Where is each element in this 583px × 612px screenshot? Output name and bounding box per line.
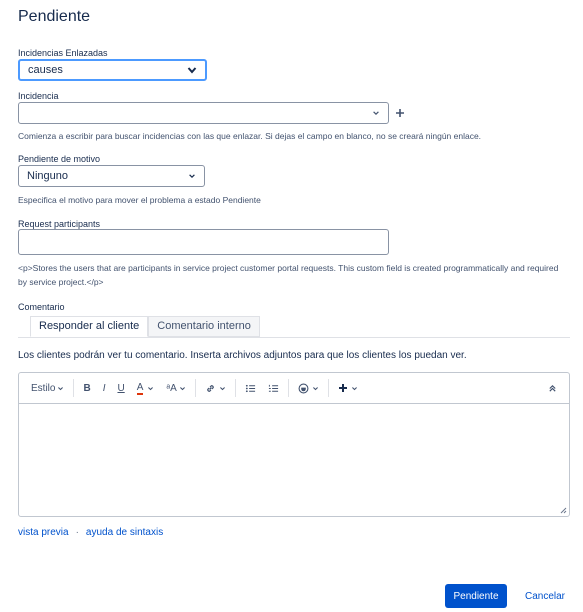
toolbar-separator — [195, 379, 196, 397]
tab-internal-comment[interactable]: Comentario interno — [148, 316, 260, 337]
chevron-down-icon — [187, 65, 197, 75]
comment-label: Comentario — [18, 302, 65, 312]
pending-reason-label: Pendiente de motivo — [18, 154, 101, 164]
issue-help: Comienza a escribir para buscar incidencias con las que enlazar. Si dejas el campo en blanco, no se creará ningún enlace. — [18, 131, 482, 141]
chevron-down-icon — [57, 385, 64, 392]
collapse-toolbar-button[interactable] — [542, 378, 563, 398]
submit-pending-button[interactable]: Pendiente — [445, 584, 507, 608]
dialog-title: Pendiente — [18, 8, 91, 25]
numbered-list-icon — [268, 383, 279, 394]
chevron-down-icon — [219, 385, 226, 392]
request-participants-input[interactable] — [18, 229, 389, 255]
numbered-list-button[interactable] — [262, 378, 285, 398]
cancel-button[interactable]: Cancelar — [524, 590, 566, 602]
bold-button[interactable]: B — [83, 382, 91, 394]
request-participants-help: <p>Stores the users that are participants in service project customer portal requests. This custom field is created programmatically and required by service project.</p> — [18, 263, 559, 287]
more-formatting-icon: ᵃA — [166, 382, 177, 394]
insert-more-button[interactable] — [332, 378, 364, 398]
preview-link[interactable]: vista previa — [18, 527, 69, 538]
links-separator: · — [75, 527, 79, 538]
more-formatting-button[interactable] — [160, 378, 191, 398]
issue-label: Incidencia — [18, 91, 59, 101]
plus-icon — [338, 383, 348, 393]
emoji-icon — [298, 383, 309, 394]
chevron-down-icon — [312, 385, 319, 392]
comment-tabs — [30, 316, 260, 337]
request-participants-label: Request participants — [18, 219, 101, 229]
editor-links — [18, 527, 163, 538]
chevron-down-icon — [179, 385, 186, 392]
text-color-icon: A — [136, 381, 144, 393]
linked-issues-value: causes — [28, 64, 63, 76]
linked-issues-select[interactable] — [18, 59, 207, 81]
chevron-down-icon — [351, 385, 358, 392]
tabs-divider — [18, 337, 570, 338]
syntax-help-link[interactable]: ayuda de sintaxis — [85, 527, 164, 538]
pending-reason-select[interactable] — [18, 165, 205, 187]
tab-reply-customer[interactable]: Responder al cliente — [30, 316, 148, 337]
double-chevron-up-icon — [548, 384, 557, 393]
chevron-down-icon — [147, 385, 154, 392]
link-icon — [205, 383, 216, 394]
issue-select[interactable] — [18, 102, 389, 124]
add-issue-plus-icon[interactable] — [395, 108, 405, 118]
bullet-list-icon — [245, 383, 256, 394]
style-dropdown[interactable] — [25, 378, 70, 398]
toolbar-separator — [73, 379, 74, 397]
comment-visibility-info: Los clientes podrán ver tu comentario. Inserta archivos adjuntos para que los clientes los puedan ver. — [18, 350, 467, 361]
comment-editor — [18, 372, 570, 517]
comment-textarea[interactable] — [19, 404, 569, 516]
toolbar-separator — [235, 379, 236, 397]
chevron-down-icon — [188, 172, 196, 180]
editor-toolbar — [19, 373, 569, 404]
toolbar-separator — [328, 379, 329, 397]
resize-handle-icon[interactable] — [559, 506, 567, 514]
text-color-button[interactable] — [131, 378, 161, 398]
link-button[interactable] — [199, 378, 232, 398]
chevron-down-icon — [372, 109, 380, 117]
style-label: Estilo — [31, 382, 56, 394]
underline-button[interactable]: U — [117, 382, 125, 394]
linked-issues-label: Incidencias Enlazadas — [18, 48, 108, 58]
bullet-list-button[interactable] — [239, 378, 262, 398]
pending-reason-value: Ninguno — [27, 170, 68, 182]
emoji-button[interactable] — [292, 378, 325, 398]
italic-button[interactable]: I — [102, 382, 106, 394]
toolbar-separator — [288, 379, 289, 397]
pending-reason-help: Especifica el motivo para mover el problema a estado Pendiente — [18, 195, 261, 205]
